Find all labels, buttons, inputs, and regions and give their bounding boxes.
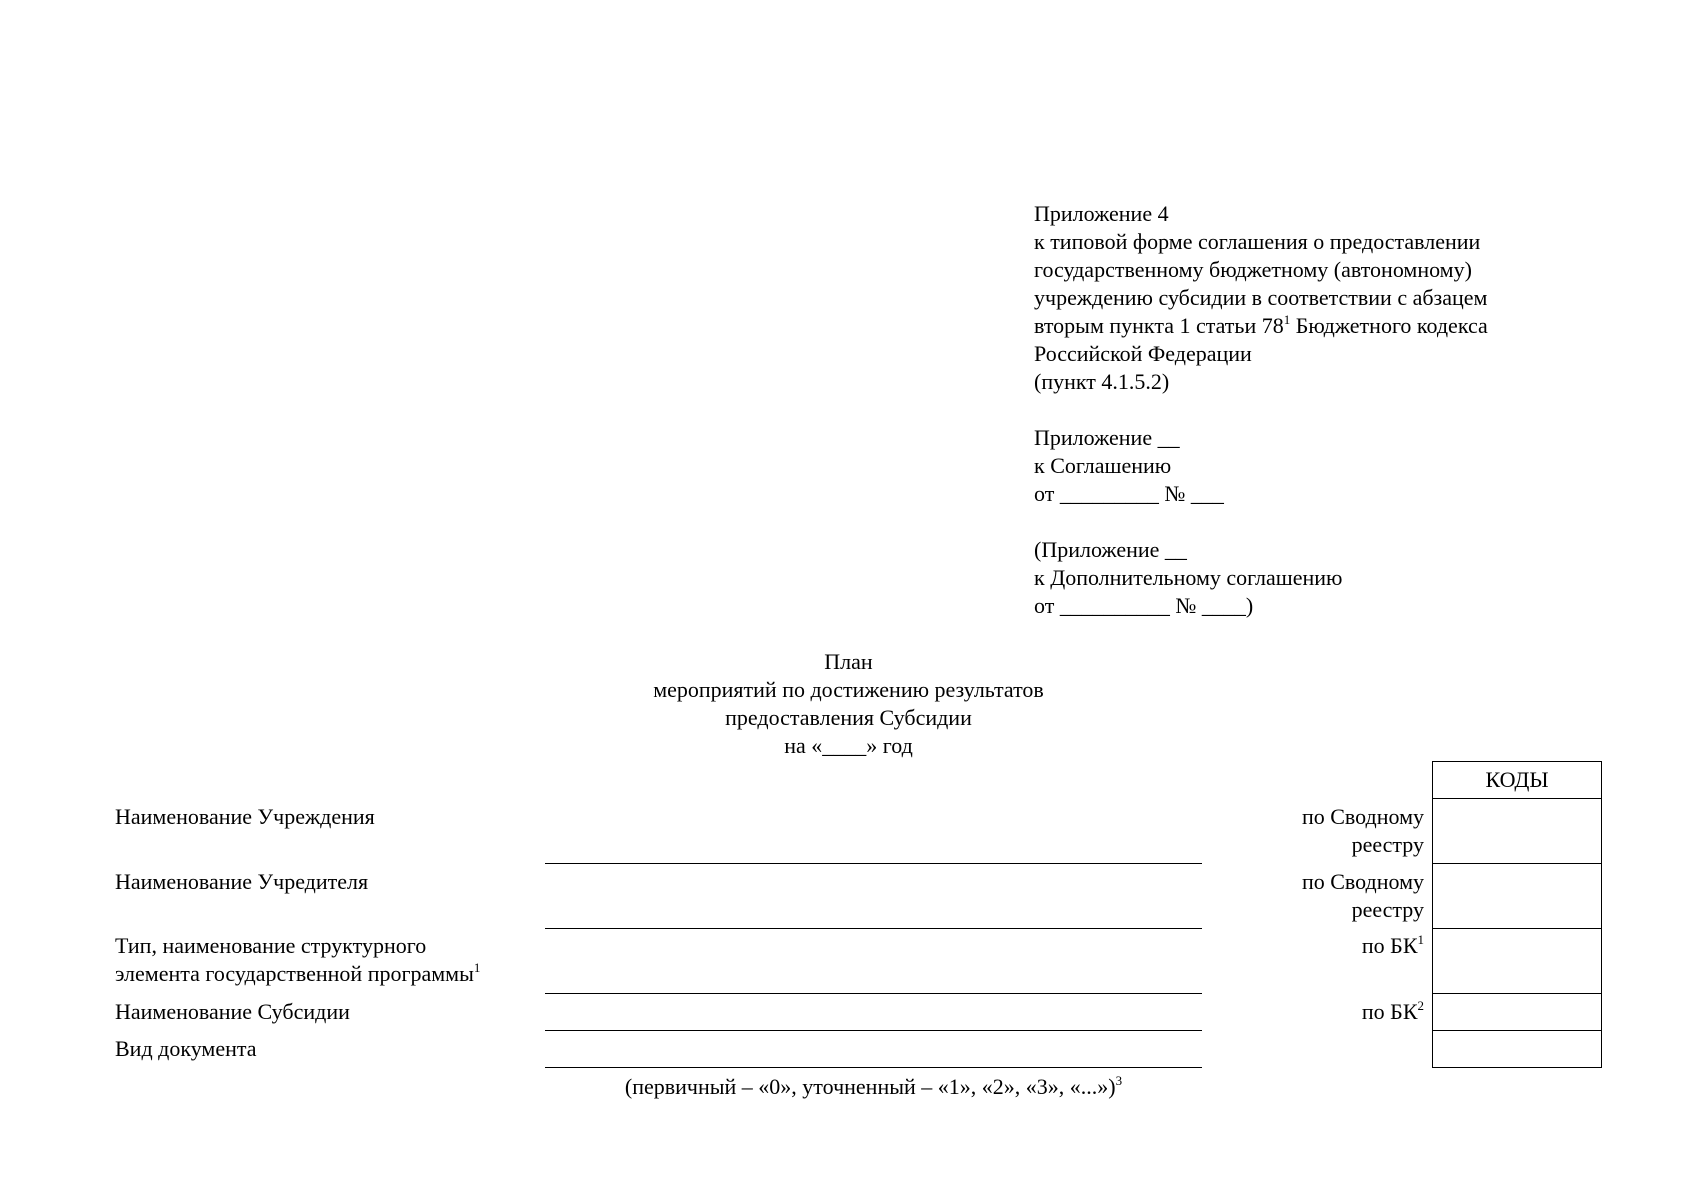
footnote-mark: 3 (1115, 1073, 1123, 1088)
doc-type-field[interactable] (545, 1067, 1202, 1068)
additional-agreement-line: (Приложение __ (1034, 537, 1187, 562)
title-line: предоставления Субсидии (725, 705, 972, 730)
bk-code-cell-2[interactable] (1433, 994, 1602, 1031)
annex-line: Приложение 4 (1034, 201, 1169, 226)
document-title (0, 648, 1697, 760)
registry-label-1-line2: реестру (1351, 832, 1424, 857)
annex-line: (пункт 4.1.5.2) (1034, 369, 1170, 394)
registry-label-1 (1302, 803, 1424, 859)
bk-label-1-text: по БК (1361, 933, 1418, 958)
registry-label-1-line1: по Сводному (1301, 804, 1424, 829)
doc-type-hint-text: (первичный – «0», уточненный – «1», «2», «3», «...») (624, 1074, 1116, 1099)
founder-field[interactable] (545, 928, 1202, 929)
codes-table (1432, 761, 1602, 1068)
footnote-mark: 2 (1417, 998, 1424, 1013)
program-field[interactable] (545, 993, 1202, 994)
codes-header: КОДЫ (1433, 762, 1602, 799)
registry-code-cell-1[interactable] (1433, 799, 1602, 864)
registry-label-2-line1: по Сводному (1301, 869, 1424, 894)
annex-line (1034, 312, 1594, 340)
footnote-mark: 1 (473, 960, 481, 975)
annex-line: Российской Федерации (1034, 341, 1252, 366)
bk-label-2-text: по БК (1361, 999, 1418, 1024)
institution-field[interactable] (545, 863, 1202, 864)
additional-agreement-line: к Дополнительному соглашению (1034, 565, 1343, 590)
bk-label-2 (1362, 998, 1424, 1026)
additional-agreement-line: от __________ № ____) (1034, 593, 1254, 618)
annex-line-tail: Бюджетного кодекса (1290, 313, 1488, 338)
title-line: мероприятий по достижению результатов (653, 677, 1044, 702)
footnote-mark: 1 (1283, 312, 1291, 327)
program-label (115, 932, 480, 988)
subsidy-label: Наименование Субсидии (115, 999, 350, 1024)
annex-line-text: вторым пункта 1 статьи 78 (1034, 313, 1284, 338)
bk-label-1 (1362, 932, 1424, 960)
doc-type-hint (545, 1073, 1202, 1101)
program-label-line1: Тип, наименование структурного (115, 933, 427, 958)
agreement-line: от _________ № ___ (1034, 481, 1224, 506)
bk-code-cell-1[interactable] (1433, 929, 1602, 994)
program-label-line2: элемента государственной программы (115, 961, 474, 986)
registry-label-2 (1302, 868, 1424, 924)
program-label-line2-wrap (115, 960, 480, 988)
founder-label: Наименование Учредителя (115, 869, 369, 894)
title-line: на «____» год (784, 733, 913, 758)
annex-line: учреждению субсидии в соответствии с абзацем (1034, 285, 1488, 310)
doc-type-label: Вид документа (115, 1036, 257, 1061)
registry-code-cell-2[interactable] (1433, 864, 1602, 929)
annex-header (1034, 200, 1594, 620)
doc-type-code-cell[interactable] (1433, 1031, 1602, 1068)
registry-label-2-line2: реестру (1351, 897, 1424, 922)
title-line: План (824, 649, 873, 674)
institution-label: Наименование Учреждения (115, 804, 375, 829)
annex-line: к типовой форме соглашения о предоставлении (1034, 229, 1481, 254)
agreement-line: к Соглашению (1034, 453, 1172, 478)
footnote-mark: 1 (1417, 932, 1424, 947)
subsidy-field[interactable] (545, 1030, 1202, 1031)
annex-line: государственному бюджетному (автономному) (1034, 257, 1472, 282)
agreement-line: Приложение __ (1034, 425, 1180, 450)
